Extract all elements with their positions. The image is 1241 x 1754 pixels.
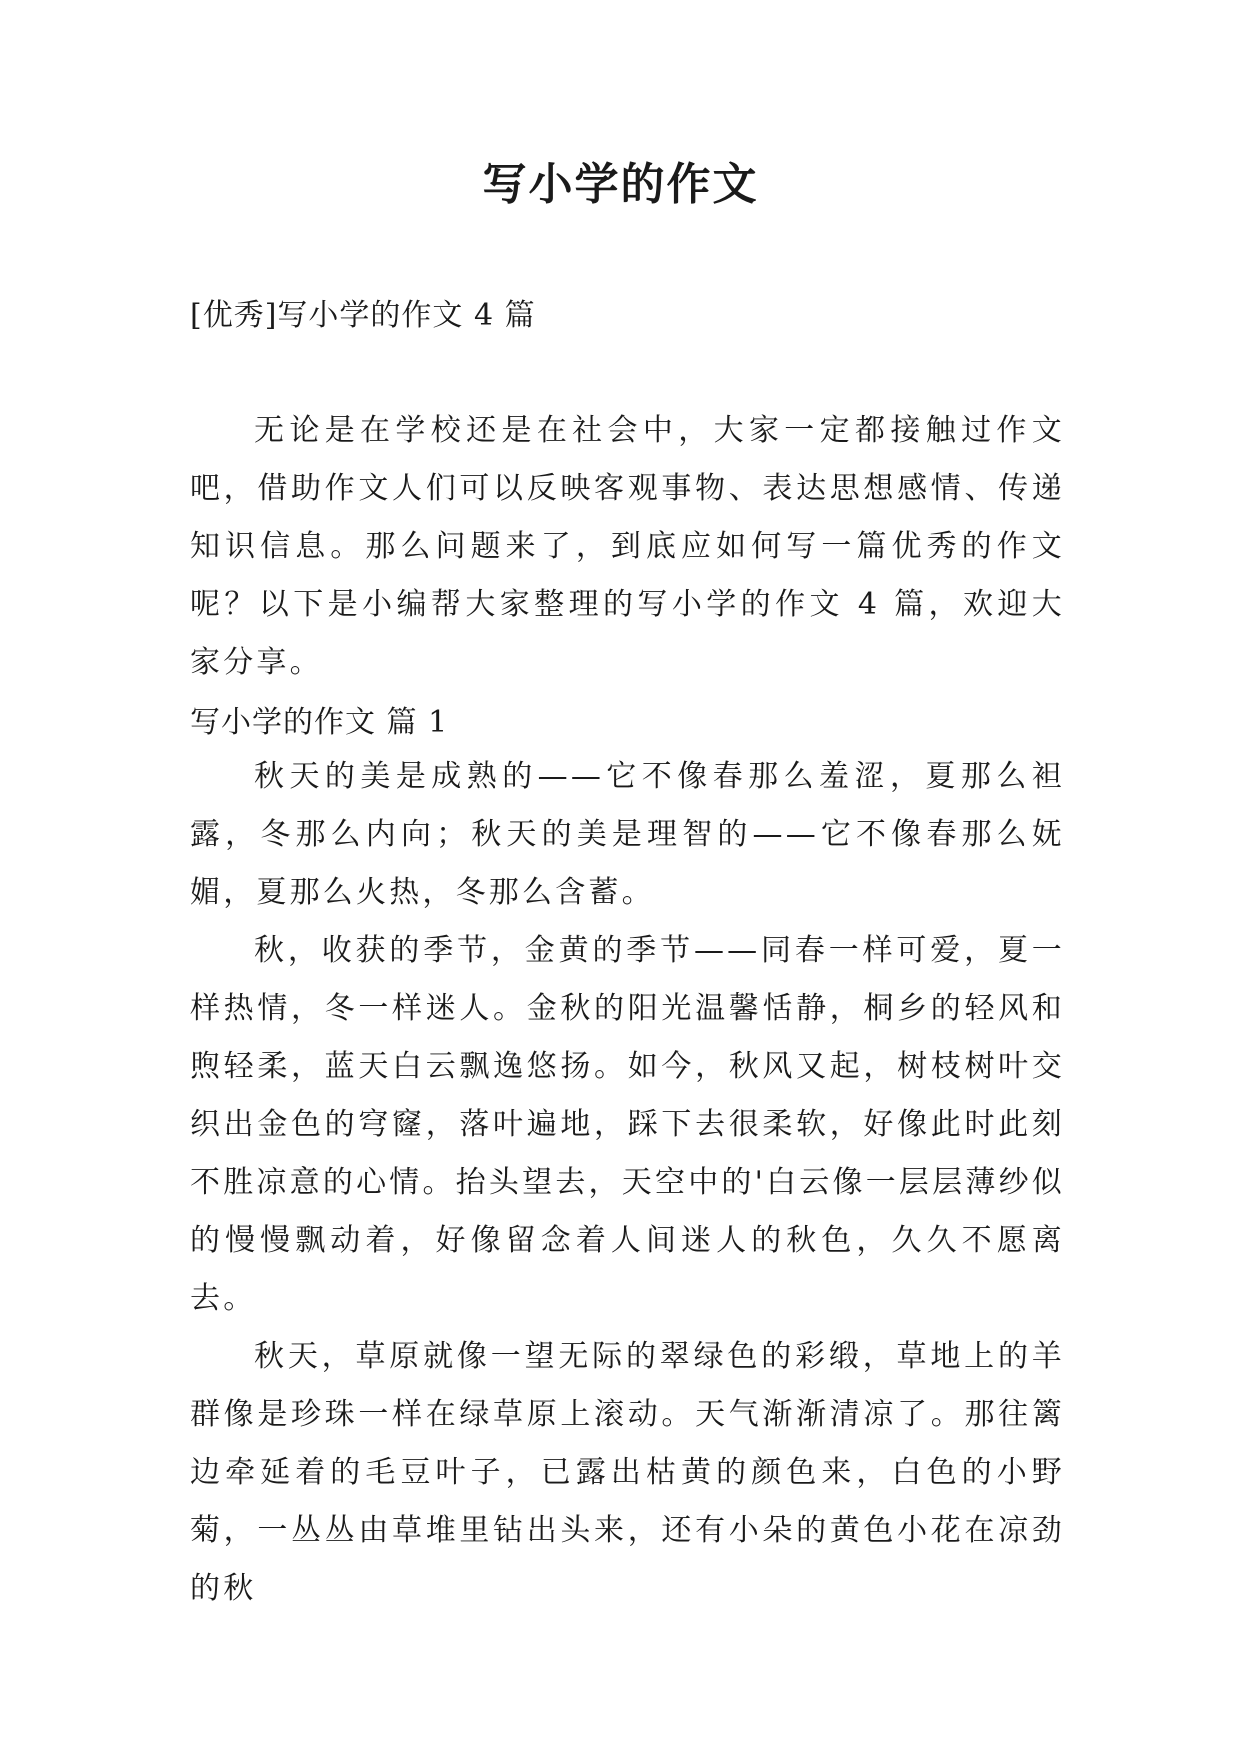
document-title: 写小学的作文: [482, 159, 759, 210]
essay-paragraph-3: 秋天，草原就像一望无际的翠绿色的彩缎，草地上的羊群像是珍珠一样在绿草原上滚动。天气渐渐清凉了。那往篱边牵延着的毛豆叶子，已露出枯黄的颜色来，白色的小野菊，一丛丛由草堆里钻出头来，还有小朵的黄色小花在凉劲的秋: [190, 1339, 1065, 1606]
essay-paragraph-1: 秋天的美是成熟的——它不像春那么羞涩，夏那么袒露，冬那么内向；秋天的美是理智的——它不像春那么妩媚，夏那么火热，冬那么含蓄。: [190, 759, 1065, 910]
essay-body: [190, 748, 1065, 1618]
intro-section: [190, 402, 1065, 692]
essay-paragraph-2: 秋，收获的季节，金黄的季节——同春一样可爱，夏一样热情，冬一样迷人。金秋的阳光温馨恬静，桐乡的轻风和煦轻柔，蓝天白云飘逸悠扬。如今，秋风又起，树枝树叶交织出金色的穹窿，落叶遍地，踩下去很柔软，好像此时此刻不胜凉意的心情。抬头望去，天空中的'白云像一层层薄纱似的慢慢飘动着，好像留念着人间迷人的秋色，久久不愿离去。: [190, 933, 1065, 1316]
essay-heading: 写小学的作文 篇 1: [190, 705, 449, 740]
document-subtitle: [优秀]写小学的作文 4 篇: [190, 298, 536, 333]
intro-paragraph: 无论是在学校还是在社会中，大家一定都接触过作文吧，借助作文人们可以反映客观事物、表达思想感情、传递知识信息。那么问题来了，到底应如何写一篇优秀的作文呢？以下是小编帮大家整理的写小学的作文 4 篇，欢迎大家分享。: [190, 413, 1065, 680]
